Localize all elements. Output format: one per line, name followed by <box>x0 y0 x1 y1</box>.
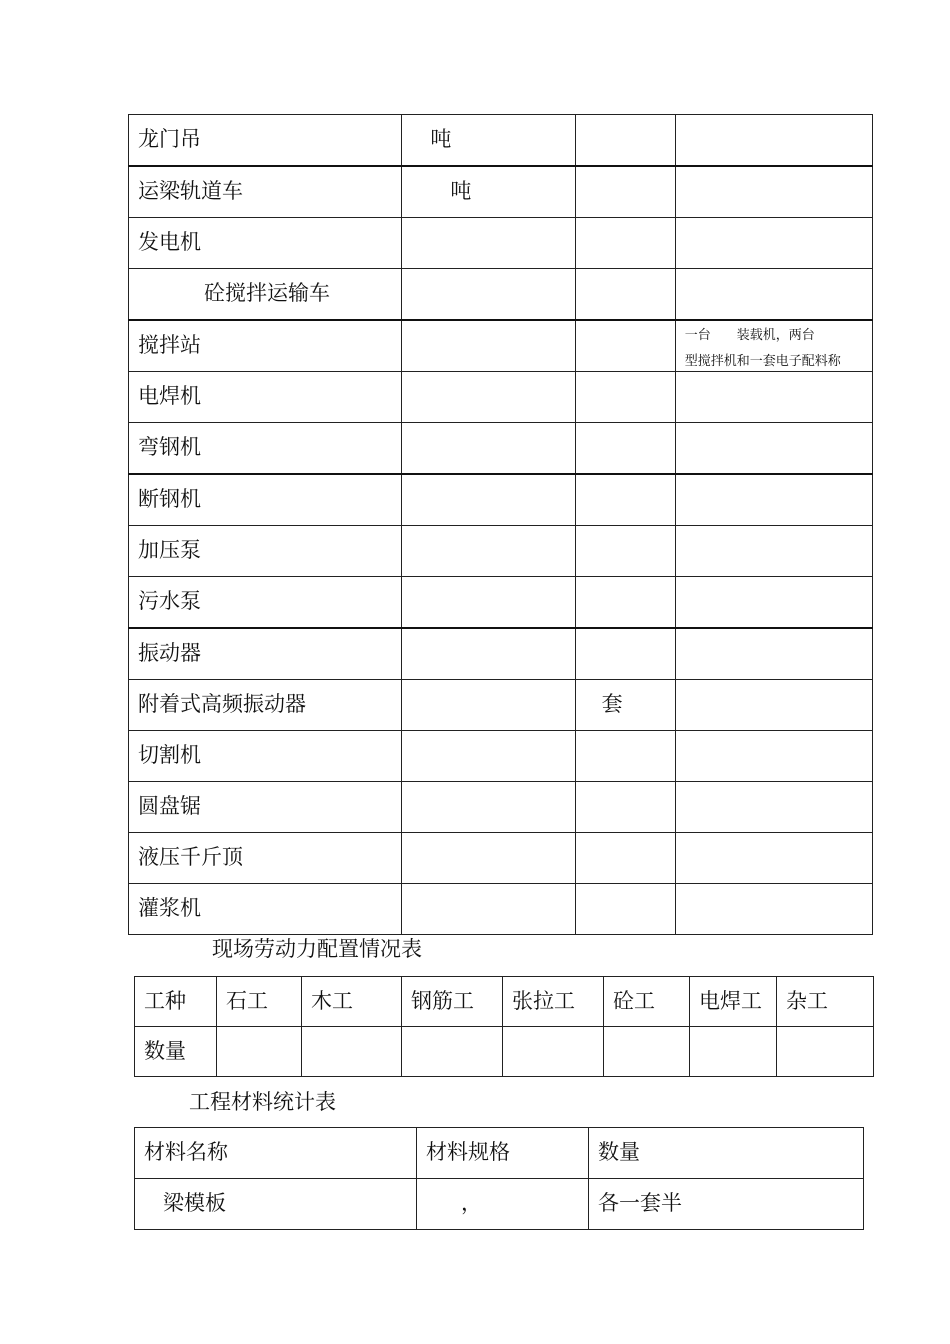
equipment-qty-cell <box>575 320 675 372</box>
labor-header-cell-text: 木工 <box>311 989 353 1013</box>
labor-header-cell-text: 工种 <box>144 989 186 1013</box>
equipment-note-cell <box>675 372 872 423</box>
material-table <box>134 1127 864 1230</box>
equipment-qty-cell <box>575 218 675 269</box>
equipment-note-cell <box>675 166 872 218</box>
equipment-name-cell-text: 圆盘锯 <box>138 794 201 818</box>
equipment-name-cell <box>129 372 402 423</box>
equipment-note-cell <box>675 423 872 475</box>
material-cell <box>135 1179 417 1230</box>
equipment-qty-cell <box>575 269 675 321</box>
equipment-row <box>129 680 873 731</box>
labor-header-cell-text: 钢筋工 <box>411 989 474 1013</box>
equipment-unit-cell-text: 吨 <box>450 179 472 203</box>
equipment-note-cell <box>675 782 872 833</box>
equipment-qty-cell-text: 套 <box>601 692 623 716</box>
equipment-note-cell <box>675 320 872 372</box>
equipment-name-cell-text: 附着式高频振动器 <box>138 692 306 716</box>
material-header-cell <box>417 1128 589 1179</box>
labor-header-cell <box>690 977 777 1027</box>
equipment-name-cell-text: 振动器 <box>138 641 201 665</box>
labor-header-cell-text: 砼工 <box>613 989 655 1013</box>
equipment-row <box>129 884 873 935</box>
equipment-unit-cell <box>402 526 575 577</box>
equipment-name-cell <box>129 269 402 321</box>
equipment-name-cell-text: 龙门吊 <box>138 127 201 151</box>
material-header-cell <box>589 1128 864 1179</box>
equipment-row <box>129 218 873 269</box>
equipment-row <box>129 731 873 782</box>
equipment-note-cell <box>675 115 872 167</box>
material-cell-text: 各一套半 <box>598 1191 682 1215</box>
equipment-name-cell-text: 污水泵 <box>138 589 201 613</box>
equipment-row <box>129 269 873 321</box>
equipment-unit-cell <box>402 269 575 321</box>
equipment-note-cell <box>675 884 872 935</box>
labor-quantity-label <box>135 1027 217 1077</box>
labor-quantity-cell <box>777 1027 874 1077</box>
material-cell <box>589 1179 864 1230</box>
equipment-qty-cell <box>575 680 675 731</box>
equipment-qty-cell <box>575 782 675 833</box>
equipment-qty-cell <box>575 423 675 475</box>
labor-header-cell <box>604 977 690 1027</box>
labor-header-cell <box>217 977 302 1027</box>
material-header-cell <box>135 1128 417 1179</box>
equipment-note-cell <box>675 269 872 321</box>
labor-header-cell-text: 张拉工 <box>512 989 575 1013</box>
labor-quantity-label-text: 数量 <box>144 1039 186 1063</box>
equipment-note-cell <box>675 731 872 782</box>
equipment-qty-cell <box>575 884 675 935</box>
equipment-name-cell-text: 液压千斤顶 <box>138 845 243 869</box>
equipment-name-cell <box>129 320 402 372</box>
equipment-name-cell <box>129 423 402 475</box>
equipment-qty-cell <box>575 577 675 629</box>
material-header-row <box>135 1128 864 1179</box>
equipment-name-cell <box>129 474 402 526</box>
equipment-qty-cell <box>575 372 675 423</box>
labor-quantity-cell <box>604 1027 690 1077</box>
material-header-cell-text: 材料规格 <box>426 1140 510 1164</box>
equipment-name-cell-text: 砼搅拌运输车 <box>204 281 330 305</box>
equipment-note-cell <box>675 218 872 269</box>
equipment-name-cell <box>129 218 402 269</box>
equipment-unit-cell-text: 吨 <box>430 127 452 151</box>
labor-header-cell-text: 杂工 <box>786 989 828 1013</box>
labor-table-title: 现场劳动力配置情况表 <box>212 937 422 961</box>
equipment-row <box>129 372 873 423</box>
material-cell <box>417 1179 589 1230</box>
equipment-row <box>129 526 873 577</box>
equipment-unit-cell <box>402 474 575 526</box>
equipment-name-cell-text: 切割机 <box>138 743 201 767</box>
equipment-name-cell <box>129 628 402 680</box>
equipment-name-cell-text: 加压泵 <box>138 538 201 562</box>
labor-header-cell-text: 电焊工 <box>699 989 762 1013</box>
material-row <box>135 1179 864 1230</box>
equipment-row <box>129 628 873 680</box>
equipment-name-cell <box>129 731 402 782</box>
equipment-unit-cell <box>402 166 575 218</box>
material-cell-text: ， <box>461 1191 482 1215</box>
labor-header-cell <box>302 977 402 1027</box>
equipment-name-cell <box>129 680 402 731</box>
equipment-name-cell-text: 断钢机 <box>138 487 201 511</box>
equipment-name-cell <box>129 166 402 218</box>
equipment-unit-cell <box>402 423 575 475</box>
equipment-name-cell <box>129 577 402 629</box>
labor-quantity-cell <box>402 1027 503 1077</box>
equipment-table <box>128 114 873 935</box>
equipment-name-cell <box>129 115 402 167</box>
labor-header-cell <box>135 977 217 1027</box>
equipment-name-cell-text: 搅拌站 <box>138 333 201 357</box>
equipment-qty-cell <box>575 731 675 782</box>
equipment-name-cell-text: 发电机 <box>138 230 201 254</box>
equipment-qty-cell <box>575 526 675 577</box>
equipment-row <box>129 320 873 372</box>
equipment-row <box>129 577 873 629</box>
equipment-qty-cell <box>575 474 675 526</box>
equipment-name-cell-text: 运梁轨道车 <box>138 179 243 203</box>
equipment-note-line: 型搅拌机和一套电子配料称 <box>684 354 841 369</box>
equipment-note-cell <box>675 474 872 526</box>
labor-header-cell <box>777 977 874 1027</box>
equipment-row <box>129 782 873 833</box>
equipment-unit-cell <box>402 833 575 884</box>
labor-quantity-row <box>135 1027 874 1077</box>
material-header-cell-text: 数量 <box>598 1140 640 1164</box>
labor-header-cell-text: 石工 <box>226 989 268 1013</box>
labor-header-cell <box>503 977 604 1027</box>
equipment-name-cell-text: 灌浆机 <box>138 896 201 920</box>
equipment-qty-cell <box>575 115 675 167</box>
equipment-row <box>129 474 873 526</box>
equipment-row <box>129 166 873 218</box>
equipment-unit-cell <box>402 577 575 629</box>
equipment-name-cell-text: 电焊机 <box>138 384 201 408</box>
equipment-name-cell <box>129 884 402 935</box>
equipment-unit-cell <box>402 731 575 782</box>
material-header-cell-text: 材料名称 <box>144 1140 228 1164</box>
equipment-row <box>129 115 873 167</box>
equipment-unit-cell <box>402 884 575 935</box>
equipment-note-cell <box>675 628 872 680</box>
equipment-unit-cell <box>402 782 575 833</box>
labor-quantity-cell <box>503 1027 604 1077</box>
equipment-unit-cell <box>402 320 575 372</box>
equipment-note-cell <box>675 833 872 884</box>
equipment-qty-cell <box>575 166 675 218</box>
equipment-name-cell <box>129 782 402 833</box>
equipment-note-cell <box>675 577 872 629</box>
equipment-name-cell-text: 弯钢机 <box>138 435 201 459</box>
material-table-title: 工程材料统计表 <box>189 1090 336 1114</box>
equipment-unit-cell <box>402 115 575 167</box>
equipment-qty-cell <box>575 833 675 884</box>
material-cell-text: 梁模板 <box>163 1191 226 1215</box>
equipment-qty-cell <box>575 628 675 680</box>
labor-quantity-cell <box>217 1027 302 1077</box>
labor-header-row <box>135 977 874 1027</box>
equipment-note-cell <box>675 680 872 731</box>
equipment-name-cell <box>129 526 402 577</box>
labor-header-cell <box>402 977 503 1027</box>
labor-quantity-cell <box>302 1027 402 1077</box>
equipment-unit-cell <box>402 372 575 423</box>
equipment-row <box>129 833 873 884</box>
labor-quantity-cell <box>690 1027 777 1077</box>
equipment-note-line: 一台 装载机，两台 <box>684 328 815 343</box>
labor-table <box>134 976 874 1077</box>
equipment-unit-cell <box>402 218 575 269</box>
equipment-row <box>129 423 873 475</box>
equipment-note-cell <box>675 526 872 577</box>
equipment-name-cell <box>129 833 402 884</box>
equipment-unit-cell <box>402 628 575 680</box>
equipment-unit-cell <box>402 680 575 731</box>
